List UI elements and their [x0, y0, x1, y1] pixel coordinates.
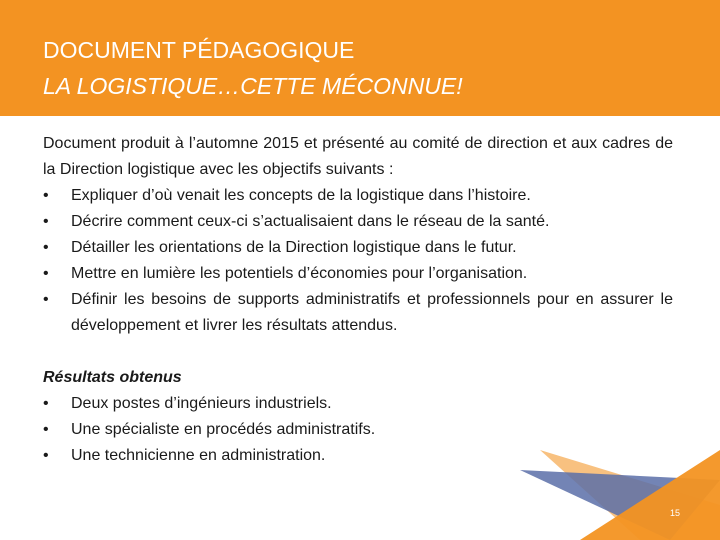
list-item: • Mettre en lumière les potentiels d’économies pour l’organisation.: [43, 261, 673, 287]
list-item: • Une spécialiste en procédés administratifs.: [43, 417, 673, 443]
bullet: •: [43, 187, 49, 204]
bullet: •: [43, 447, 49, 464]
list-item: • Détailler les orientations de la Direction logistique dans le futur.: [43, 235, 673, 261]
bullet: •: [43, 213, 49, 230]
bullet: •: [43, 239, 49, 256]
list-item: • Décrire comment ceux-ci s’actualisaient dans le réseau de la santé.: [43, 209, 673, 235]
content-body: [43, 131, 673, 469]
bullet: •: [43, 395, 49, 412]
results-heading: Résultats obtenus: [43, 369, 182, 386]
title-banner: [0, 0, 720, 116]
list-item: • Une technicienne en administration.: [43, 443, 673, 469]
objectives-list: [43, 183, 673, 339]
page-number: 15: [670, 508, 681, 518]
document-subtitle: LA LOGISTIQUE…CETTE MÉCONNUE!: [43, 73, 463, 99]
decorative-triangles-logo: [520, 450, 720, 540]
list-item: • Deux postes d’ingénieurs industriels.: [43, 391, 673, 417]
document-title: DOCUMENT PÉDAGOGIQUE: [43, 37, 355, 63]
bullet: •: [43, 265, 49, 282]
list-item: • Définir les besoins de supports administratifs et professionnels pour en assurer le développement et livrer les résultats attendus.: [43, 287, 673, 339]
list-item: • Expliquer d’où venait les concepts de la logistique dans l’histoire.: [43, 183, 673, 209]
bullet: •: [43, 291, 49, 308]
intro-paragraph: Document produit à l’automne 2015 et présenté au comité de direction et aux cadres de la Direction logistique avec les objectifs suivants :: [43, 135, 673, 178]
bullet: •: [43, 421, 49, 438]
